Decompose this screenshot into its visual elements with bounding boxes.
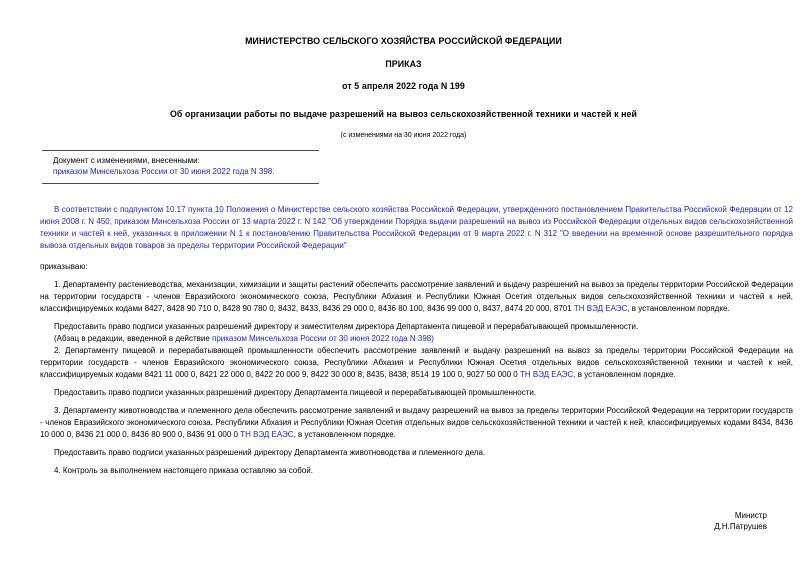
document-title: Об организации работы по выдаче разрешений на вывоз сельскохозяйственной техники и частей к ней: [169, 109, 638, 119]
signature-block: [40, 510, 767, 532]
order-item-1-tail: , в установленном порядке.: [627, 304, 730, 313]
order-item-2-tail: в установленном порядке.: [575, 370, 676, 379]
order-item-3-text: 3. Департаменту животноводства и племенного дела обеспечить рассмотрение заявлений и выдачу разрешений на вывоз за пределы территории Российской Федерации на территории государств - членов Евразийского экономического союза, Республики Абхазия и Республики Южная Осетия отдельных видов сельскохозяйственной техники и частей к ней, классифицируемых кодами 8434, 8436 10 000 0, 8436 21 000 0, 8436 80 900 0, 8436 91 000 0: [40, 406, 793, 439]
order-item-1: [40, 279, 793, 315]
amendment-note-1: [40, 333, 793, 345]
amendment-note-1-text: (Абзац в редакции, введенной в действие: [54, 334, 212, 343]
grant-paragraph-1: Предоставить право подписи указанных разрешений директору и заместителям директора Департамента пищевой и перерабатывающей промышленности.: [54, 322, 639, 331]
change-note-link[interactable]: приказом Минсельхоза России от 30 июня 2022 года N 398.: [53, 167, 275, 176]
grant-paragraph-2: Предоставить право подписи указанных разрешений директору Департамента пищевой и перерабатывающей промышленности.: [54, 388, 537, 397]
amendment-order-link[interactable]: приказом Минсельхоза России от 30 июня 2022 года N 398): [212, 334, 434, 343]
tn-ved-eaes-link-1[interactable]: ТН ВЭД ЕАЭС: [573, 304, 628, 313]
signature-position: Министр: [734, 511, 767, 520]
order-item-3-tail: , в установленном порядке.: [293, 430, 396, 439]
document-header: [27, 36, 780, 140]
document-date-number: от 5 апреля 2022 года N 199: [342, 81, 465, 91]
ministry-name: МИНИСТЕРСТВО СЕЛЬСКОГО ХОЗЯЙСТВА РОССИЙСКОЙ ФЕДЕРАЦИИ: [245, 36, 562, 46]
tn-ved-eaes-link-2[interactable]: ТН ВЭД ЕАЭС,: [519, 370, 576, 379]
change-note-box: [42, 150, 319, 184]
grant-paragraph-3: Предоставить право подписи указанных разрешений директору Департамента животноводства и племенного дела.: [54, 448, 486, 457]
amendments-note: (с изменениями на 30 июня 2022 года): [340, 132, 467, 139]
order-item-2-text: 2. Департаменту пищевой и перерабатывающей промышленности обеспечить рассмотрение заявлений и выдачу разрешений на вывоз за пределы территории Российской Федерации на территории государств - членов Евразийского экономического союза, Республики Абхазия и Республики Южная Осетия отдельных видов сельскохозяйственной техники и частей к ней, классифицируемых кодами 8421 11 000 0, 8421 22 000 0, 8422 20 000 9, 8422 30 000 8, 8435, 8438, 8514 19 100 0, 9027 50 000 0: [40, 346, 793, 379]
tn-ved-eaes-link-3[interactable]: ТН ВЭД ЕАЭС: [240, 430, 294, 439]
preamble-link[interactable]: В соответствии с подпунктом 10.17 пункта 10 Положения о Министерстве сельского хозяйства Российской Федерации, утвержденного постановлением Правительства Российской Федерации от 12 июня 2008 г. N 450, приказом Минсельхоза России от 13 марта 2022 г. N 142 "Об утверждении Порядка выдачи разрешений на вывоз из Российской Федерации отдельных видов сельскохозяйственной техники и частей к ней, указанных в приложении N 1 к постановлению Правительства Российской Федерации от 9 марта 2022 г. N 312 "О введении на временной основе разрешительного порядка вывоза отдельных видов товаров за пределы территории Российской Федерации": [40, 205, 793, 250]
order-word: приказываю:: [40, 262, 88, 271]
order-item-1-text: 1. Департаменту растениеводства, механизации, химизации и защиты растений обеспечить рассмотрение заявлений и выдачу разрешений на вывоз за пределы территории Российской Федерации на территории государств - членов Евразийского экономического союза, Республики Абхазия и Республики Южная Осетия отдельных видов сельскохозяйственной техники и частей к ней, классифицируемых кодами 8427, 8428 90 710 0, 8428 90 780 0, 8432, 8433, 8436 29 000 0, 8436 80 100, 8436 99 000 0, 8437, 8474 20 000, 8701: [40, 280, 793, 313]
document-type: ПРИКАЗ: [385, 59, 422, 69]
signature-name: Д.Н.Патрушев: [714, 522, 767, 531]
order-item-3: [40, 405, 793, 441]
control-item: 4. Контроль за выполнением настоящего приказа оставляю за собой.: [54, 466, 313, 475]
change-note-intro: Документ с изменениями, внесенными:: [53, 156, 200, 165]
order-item-2: [40, 345, 793, 381]
